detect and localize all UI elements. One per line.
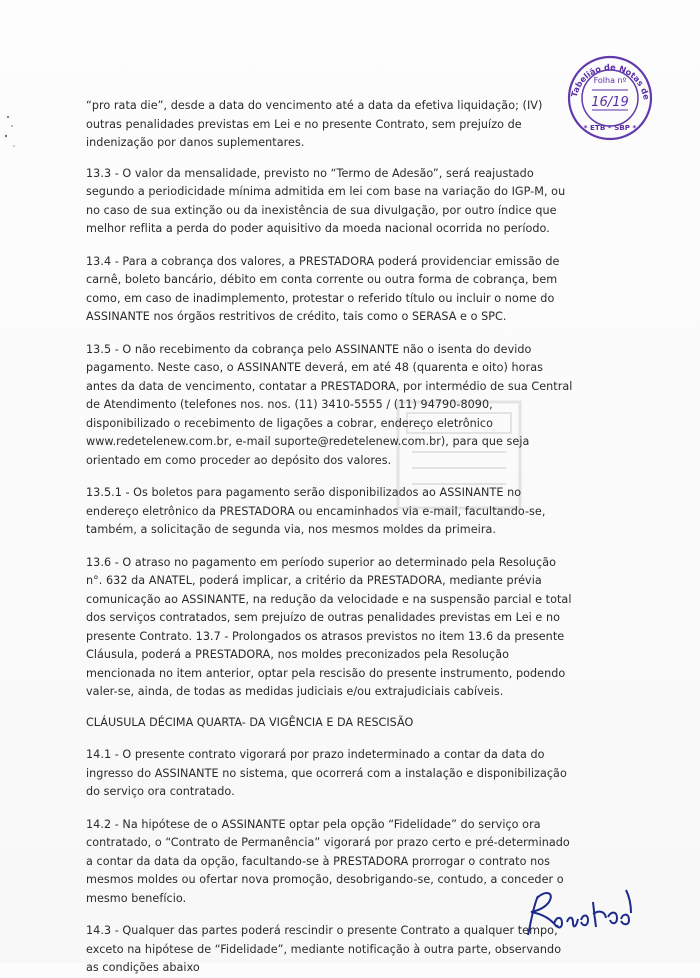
notary-stamp [562, 50, 658, 146]
stamp-bottom-text: * ETB * SBP * [583, 123, 637, 132]
stamp-folio-number: 16/19 [591, 95, 629, 110]
section-heading-clausula-14: CLÁUSULA DÉCIMA QUARTA- DA VIGÊNCIA E DA RESCISÃO [86, 715, 414, 729]
paragraph-14-3: 14.3 - Qualquer das partes poderá rescindir o presente Contrato a qualquer tempo, exceto na hipótese de “Fidelidade”, mediante notificação à outra parte, observando as condições abaixo [86, 924, 562, 974]
paragraph-13-4: 13.4 - Para a cobrança dos valores, a PRESTADORA poderá providenciar emissão de carnê, boleto bancário, débito em conta corrente ou outra forma de cobrança, bem como, em caso de inadimplemento, protestar o referido título ou incluir o nome do ASSINANTE nos órgãos restritivos de crédito, tais como o SERASA e o SPC. [86, 254, 560, 323]
paragraph-13-5-1: 13.5.1 - Os boletos para pagamento serão disponibilizados ao ASSINANTE no endereço eletrônico da PRESTADORA ou encaminhados via e-mail, facultando-se, também, a solicitação de segunda via, nos mesmos moldes da primeira. [86, 486, 546, 536]
stamp-outer-text: Tabelião de Notas de [568, 61, 652, 101]
paragraph-14-1: 14.1 - O presente contrato vigorará por prazo indeterminado a contar da data do ingresso do ASSINANTE no sistema, que ocorrerá com a instalação e disponibilização do serviço ora contratado. [86, 748, 567, 798]
stamp-inner-label: Folha nº [593, 76, 627, 85]
document-body [86, 97, 574, 978]
paragraph-14-2: 14.2 - Na hipótese de o ASSINANTE optar pela opção “Fidelidade” do serviço ora contratado, o “Contrato de Permanência” vigorará por prazo certo e pré-determinado a contar da data da opção, facultando-se à PRESTADORA prorrogar o contrato nos mesmos moldes ou ofertar nova promoção, desobrigando-se, contudo, a conceder o mesmo benefício. [86, 817, 570, 905]
paragraph-13-6-and-13-7: 13.6 - O atraso no pagamento em período superior ao determinado pela Resolução n°. 632 da ANATEL, poderá implicar, a critério da PRESTADORA, mediante prévia comunicação ao ASSINANTE, na redução da velocidade e na suspensão parcial e total dos serviços contratados, sem prejuízo de outras penalidades previstas em Lei e no presente Contrato. 13.7 - Prolongados os atrasos previstos no item 13.6 da presente Cláusula, poderá a PRESTADORA, nos moldes preconizados pela Resolução mencionada no item anterior, optar pela rescisão do presente instrumento, podendo valer-se, ainda, de todas as medidas judiciais e/ou extrajudiciais cabíveis. [86, 555, 572, 698]
paragraph-13-3: 13.3 - O valor da mensalidade, previsto no “Termo de Adesão”, será reajustado segundo a periodicidade mínima admitida em lei com base na variação do IGP-M, ou no caso de sua extinção ou da inexistência de sua divulgação, por outro índice que melhor reflita a perda do poder aquisitivo da moeda nacional ocorrida no período. [86, 166, 566, 235]
paragraph-intro-continuation: “pro rata die”, desde a data do vencimento até a data da efetiva liquidação; (IV) outras penalidades previstas em Lei e no presente Contrato, sem prejuízo de indenização por danos suplementares. [86, 99, 543, 149]
paragraph-13-5: 13.5 - O não recebimento da cobrança pelo ASSINANTE não o isenta do devido pagamento. Neste caso, o ASSINANTE deverá, em até 48 (quarenta e oito) horas antes da data de vencimento, contatar a PRESTADORA, por intermédio de sua Central de Atendimento (telefones nos. nos. (11) 3410-5555 / (11) 94790-8090, disponibilizado o recebimento de ligações a cobrar, endereço eletrônico www.redetelenew.com.br, e-mail suporte@redetelenew.com.br), para que seja orientado em como proceder ao depósito dos valores. [86, 342, 573, 467]
handwritten-signature [520, 878, 638, 948]
margin-specks [2, 113, 18, 153]
